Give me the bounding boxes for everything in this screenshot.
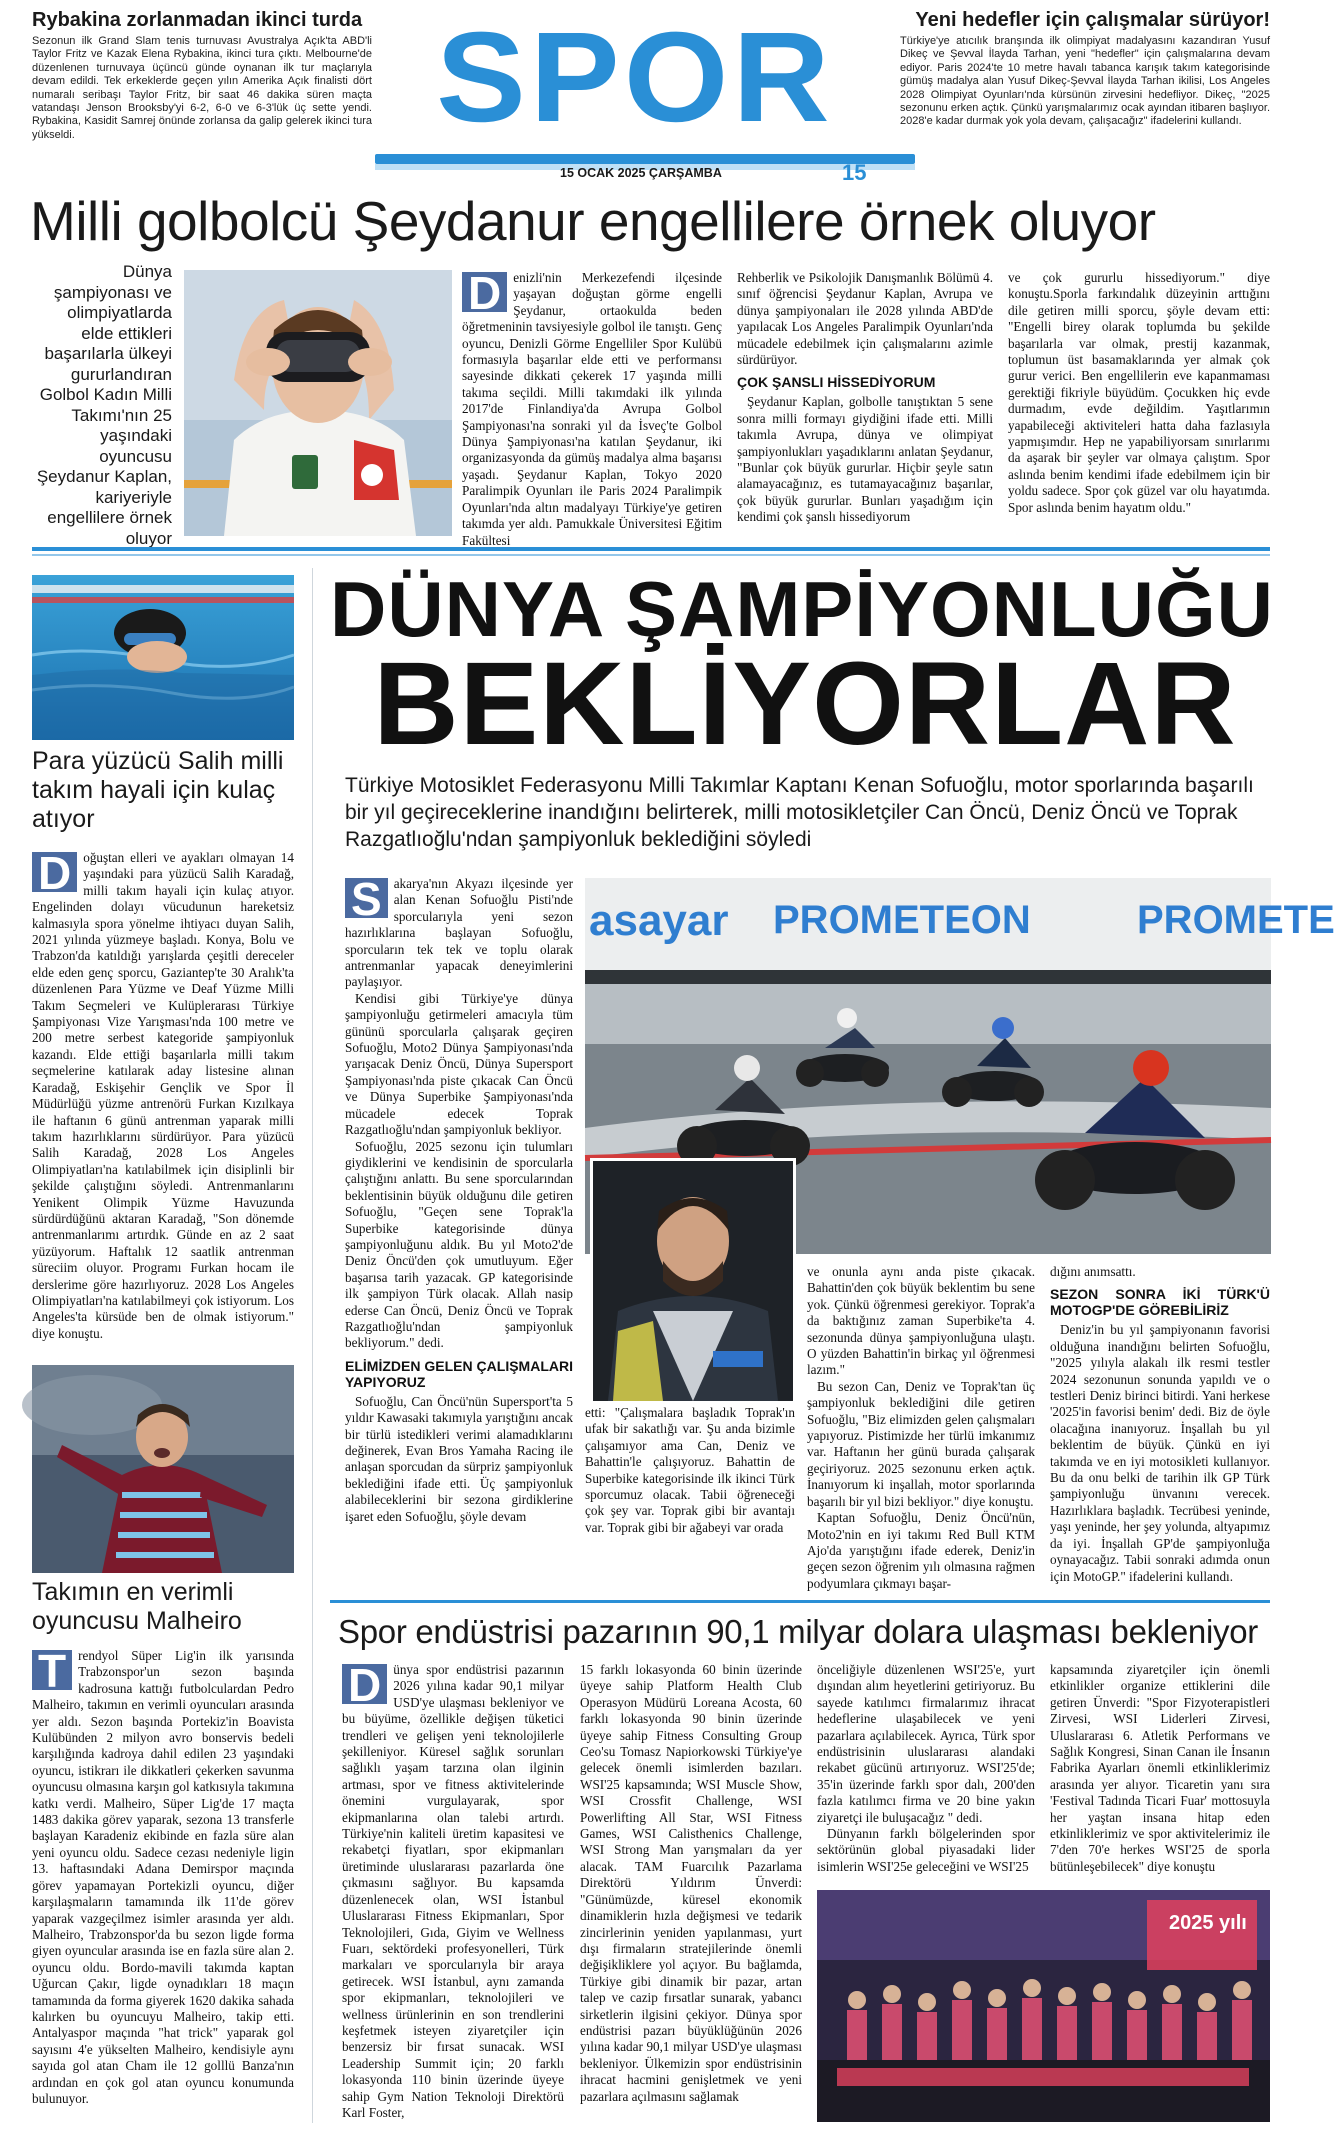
section-divider-1 — [32, 547, 1270, 551]
golbol-col1-text: Denizli'nin Merkezefendi ilçesinde yaşayan doğuştan görme engelli Şeydanur, ortaokulda beden öğretmeninin tavsiyesiyle golbol ile tanıştı. Genç oyuncu, Denizli Görme Engelliler Spor Kulübü formasıyla başarılar elde etti ve performansı sayesinde dikkati çekerek 17 yaşında milli takıma seçildi. Milli takımdaki ilk yılında 2017'de Finlandiya'da Avrupa Golbol Şampiyonası'na sonraki yıl da İsveç'te Golbol Dünya Şampiyonası'na katılan Şeydanur, iki organizasyonda da gümüş madalya alma başarısı yaşadı. Şeydanur Kaplan, Tokyo 2020 Paralimpik Oyunları ile Paris 2024 Paralimpik Oyunları'nda altın madalyayı Türkiye'ye getiren takımda yer aldı. Pamukkale Üniversitesi Eğitim Fakültesi — [462, 267, 722, 548]
industry-col2: 15 farklı lokasyonda 60 binin üzerinde üyeye sahip Platform Health Club Operasyon Müdürü Loreana Acosta, 60 farklı lokasyonda 90 binin üzerinde üyeye sahip Fitness Consulting Group Ceo'su Tomasz Napiorkowski Türkiye'ye gelecek önemli isimlerden bazıları. WSI'25 kapsamında; WSI Muscle Show, WSI Crossfit Challenge, WSI Powerlifting All Star, WSI Fitness Games, WSI Calisthenics Challenge, WSI Strong Man yarışmaları da yer alacak. TAM Fuarcılık Pazarlama Direktörü Yıldırım Ünverdi: "Günümüzde, küresel ekonomik dinamiklerin hızla değişmesi ve tedarik zincirlerinin yeniden yapılanması, yurt dışı firmaların stratejilerinde önemli değişikliklere yol açıyor. Bu bağlamda, Türkiye gibi dinamik bir pazar, artan talep ve cazip fırsatlar sunarak, yabancı sirketlerin ilgisini çekiyor. Dünya spor endüstrisi pazarı büyüklüğünün 2026 yılına kadar 90,1 milyar USD'ye ulaşması bekleniyor. Ülkemizin spor endüstrisinin ihracat hacmini genişletmek ve yeni pazarlara açılmasını sağlamak — [580, 1662, 802, 2104]
moto-headline-1: DÜNYA ŞAMPİYONLUĞU — [330, 565, 1274, 653]
malheiro-photo — [32, 1365, 294, 1573]
golbol-col2b-text: Şeydanur Kaplan, golbolle tanıştıktan 5 sene sonra milli formayı giydiğini ifade etti. Milli takımla Avrupa, dünya ve olimpiyat şampiyonlukları yaşadıklarını anlatan Şeydanur, "Bunlar çok büyük gururlar. Hiçbir şeyle satın alamayacağınız, es tutamayacağınız başarılar, çok büyük gururlar. Bunları yaşadığım için kendimi çok şanslı hissediyorum — [737, 394, 993, 525]
moto-col1d: Sofuoğlu, Can Öncü'nün Supersport'ta 5 yıldır Kawasaki takımıyla yarıştığını ancak bir türlü istedikleri verimi alamadıklarını değinerek, Evan Bros Yamaha Racing ile anlaşan sporcudan da sürpriz şampiyonluk beklediğini ifade etti. Üç şampiyonluk alabileceklerini bir sezona girdiklerine işaret eden Sofuoğlu, şöyle devam — [345, 1393, 573, 1524]
industry-col3: önceliğiyle düzenlenen WSI'25'e, yurt dışından alım heyetlerini getiriyoruz. Bu sayede katılımcı firmalarımız ihracat hedeflerine ulaşabilecek ve yeni pazarlara açılabilecek. Ayrıca, Türk spor endüstrisinin uluslararası alandaki rekabet gücünü artırıyoruz. WSI'25'de; 35'in üzerinde farklı spor dalı, 200'den fazla katılımcı firma ve 20 bine yakın ziyaretçi ile buluşacağız " dedi. — [817, 1662, 1035, 1825]
masthead-band — [375, 154, 915, 164]
moto-headline-2: BEKLİYORLAR — [373, 638, 1237, 770]
moto-col3b: Deniz'in bu yıl şampiyonanın favorisi olduğuna inandığını belirten Sofuoğlu, "2025 yılıyla alakalı ilk resmi testler 2024 sezonunun sonunda yapıldı ve o testleri Deniz birinci bitirdi. Yani herkese '2025'in favorisi benim' dedi. Biz de öyle olacağına inanıyoruz. İnşallah bu yıl beklentim de büyük. Çünkü en iyi takımda ve en iyi motosikleti kullanıyor. Bu da onu belki de tarihin ilk GP Türk şampiyonluğu ünvanını verecek. Hazırlıklara başladık. Tecrübesi yeninde, yaşı yeninde, her şey yolunda, altyapımız da iyi. İnşallah GP'de şampiyonluğa oynayacağız. Tabii sonraki adımda onun için MotoGP." ifadelerini kullandı. — [1050, 1322, 1270, 1584]
industry-photo-banner: 2025 yılı — [1169, 1912, 1247, 1934]
golbol-col3-text: ve çok gururlu hissediyorum." diye konuştu.Sporla farkındalık düzeyinin arttığını dile getiren milli sporcu, şöyle devam etti: "Engelli birey olarak toplumda bu şekilde başarılarla var olmak, prestij kazanmak, toplumun üst basamaklarında yer almak çok gurur verici. Ben engellilerin eve kapanmaması gerektiği fikriyle büyüdüm. Çocukken hiç evde durmadım, evde değildim. Yaşıtlarımın yapabileceği aktiviteleri hatta daha fazlasıyla yapmışımdır. Hep ne yapabiliyorsam sınırlarımı da aşarak bir şeyler var olmaya çalıştım. Spor aslında benim kendimi ifade edebilmem için bir yoldu sadece. Spor çok güzel var olu hayatımda. Spor aslında benim hayatım oldu." — [1008, 270, 1270, 515]
left-brief-title: Rybakina zorlanmadan ikinci turda — [32, 9, 363, 31]
moto-col2a: ve onunla aynı anda piste çıkacak. Bahattin'den çok büyük beklentim bu sene yok. Çünkü öğrenmesi gerekiyor. Toprak'a da baktığınız zaman Superbike'ta 4. sezonunda dünya şampiyonluğuna ulaştı. O yüzden Bahattin'in birkaç yıl öğrenmesi lazım." — [807, 1264, 1035, 1378]
industry-col1: Dünya spor endüstrisi pazarının 2026 yılına kadar 90,1 milyar USD'ye ulaşması bekleniyor ve bu büyüme, özellikle değişen tüketici trendleri ve gelişen yeni teknolojilerle şekilleniyor. Küresel sağlık sorunları sağlıklı yaşam tarzına olan ilginin artması, spor ve fitness aktivitelerinde önemini vurgulayarak, spor ekipmanlarına olan talebi artırdı. Türkiye'nin kaliteli üretim kapasitesi ve rekabetçi fiyatları, spor ekipmanları üretiminde uluslararası pazarlarda öne çıkmasını sağlıyor. Bu kapsamda düzenlenecek olan, WSI İstanbul Uluslararası Fitness Ekipmanları, Spor Teknolojileri, Gıda, Giyim ve Wellness Fuarı, sektördeki profesyonelleri, Türk markaları ve sporcularıyla bir araya getirecek. WSI İstanbul, aynı zamanda spor ekipmanları, teknolojileri ve wellness ürünlerinin en son trendlerini keşfetmek isteyen ziyaretçiler için benzersiz bir fırsat sunacak. WSI Leadership Summit için; 20 farklı lokasyonda 110 binin üzerinde üyeye sahip Gym Nation Teknoloji Direktörü Karl Foster, — [342, 1659, 564, 2120]
issue-date: 15 OCAK 2025 ÇARŞAMBA — [560, 166, 722, 180]
moto-col1b: Kendisi gibi Türkiye'ye dünya şampiyonluğu getirmeleri amacıyla tüm gününü sporcularla çalışarak geçiren Sofuoğlu, Moto2 Dünya Şampiyonası'nda yarışacak Deniz Öncü, Dünya Supersport Şampiyonası'nda piste çıkacak Can Öncü ve Dünya Superbike Şampiyonası'nda mücadele edecek Toprak Razgatlıoğlu'ndan şampiyonluk bekliyor. — [345, 990, 573, 1138]
moto-col2b: Bu sezon Can, Deniz ve Toprak'tan üç şampiyonluk beklediğini dile getiren Sofuoğlu, "Biz elimizden gelen çalışmaları yapıyoruz. Pistimizde her türlü imkanımız var. Haftanın her günü burada çalışarak geçiriyoruz. 2025 sezonunu erken açtık. İnanıyorum ki inşallah, motor sporlarında başarılı bir yıl bizi bekliyor." diye konuştu. — [807, 1378, 1035, 1509]
moto-photo-sign-asayar: asayar — [589, 896, 729, 945]
industry-photo — [817, 1890, 1270, 2122]
moto-photo-sign-prometeon: PROMETEON — [773, 898, 1031, 942]
column-separator — [312, 568, 313, 2123]
industry-col3b: Dünyanın farklı bölgelerinden spor sektörünün global piyasadaki lider isimlerin WSI'25e geleceğini ve WSI'25 — [817, 1826, 1035, 1874]
left-brief-text: Sezonun ilk Grand Slam tenis turnuvası Avustralya Açık'ta ABD'li Taylor Fritz ve Kazak Elena Rybakina, ikinci tura çıktı. Melbourne'de düzenlenen turnuvaya üçüncü günde oynanan ilk tur maçlarıyla devam edildi. Tek erkeklerde geçen yılın Amerika Açık finalisti dört numaralı seribaşı Taylor Fritz, bir saat 46 dakika süren maçta vatandaşı Jenson Brooksby'yi 6-2, 6-0 ve 6-3'lük üç sette yendi. Rybakina, Kasidit Samrej önünde zorlansa da galip gelerek ikinci tura yükseldi. — [32, 35, 372, 141]
industry-col4: kapsamında ziyaretçiler için önemli etkinlikler organize ettiklerini dile getiren Ünverdi: "Spor Fizyoterapistleri Zirvesi, WSI Liderleri Zirvesi, Uluslararası 6. Atletik Performans ve Sağlık Kongresi, Sinan Canan ile İnsanın Fabrika Ayarları önemli etkinliklerimiz arasında yer alıyor. Ticaretin yanı sıra 'Festival Tadında Ticari Fuar' mottosuyla her yaştan insana hitap eden etkinliklerimiz ve spor aktivitelerimiz ile 7'den 70'e herkes WSI'25 de sporla bütünleşebilecek" diye konuştu — [1050, 1662, 1270, 1874]
moto-col3a: dığını anımsattı. — [1050, 1264, 1136, 1279]
moto-photo-sign-promete: PROMETE — [1137, 898, 1335, 942]
golbol-headline: Milli golbolcü Şeydanur engellilere örnek oluyor — [30, 190, 1156, 252]
malheiro-headline: Takımın en verimli oyuncusu Malheiro — [32, 1578, 242, 1635]
right-brief-text: Türkiye'ye atıcılık branşında ilk olimpiyat madalyasını kazandıran Yusuf Dikeç ve Şevval İlayda Tarhan, yeni "hedefler" için çalışmalarına devam ediyor. Paris 2024'te 10 metre havalı tabanca karışık takım kategorisinde gümüş madalya alan Yusuf Dikeç-Şevval İlayda Tarhan ikilisi, Los Angeles 2028 Olimpiyat Oyunları'nda kürsünün zirvesini hedefliyor. Dikeç, "2025 sezonunu erken açtık. Çünkü yarışmalarımız ocak ayından itibaren başlıyor. 2028'e kadar durmak yok yola devam, çalışacağız" ifadelerini kullandı. — [900, 35, 1270, 128]
malheiro-text: Trendyol Süper Lig'in ilk yarısında Trabzonspor'un sezon başında kadrosuna kattığı futbolculardan Pedro Malheiro, takımın en verimli oyuncuları arasında yer aldı. Sezon başında Portekiz'in Boavista Kulübünden 2 milyon avro bonservis bedeli karşılığında kadroya dahil edilen 23 yaşındaki oyuncu, istikrarı ile dikkatleri çekerken savunma oyuncusu olmasına karşın gol katkısıyla takımına katkı verdi. Malheiro, Süper Lig'de 17 maçta 1483 dakika görev yaparak, sezona 13 transferle başlayan Karadeniz ekibinde en fazla süre alan yeni oyuncu oldu. Sadece cezası nedeniyle ligin 13. haftasındaki Adana Demirspor maçında görev yapamayan Portekizli oyuncu, diğer karşılaşmaların tamamında ilk 11'de görev yaparak vazgeçilmez isimler arasında yer aldı. Malheiro, Trabzonspor'da bu sezon ligde forma giyen oyuncular arasında ise en fazla süre alan 2. oyuncu oldu. Bordo-mavili takımda kaptan Uğurcan Çakır, ligde oynadıkları 18 maçın tamamında da forma giyerek 1620 dakika sahada kalırken bu oyuncuyu Malheiro, takip etti. Antalyaspor maçında "hat trick" yaparak gol sayısını 4'e yükselten Malheiro, kendisiyle aynı sayıda gol atan Cham ile 12 golllü Banza'nın ardından en çok gol atan oyuncu konumunda bulunuyor. — [32, 1645, 294, 2106]
moto-col1c: Sofuoğlu, 2025 sezonu için tulumları giydiklerini ve kendisinin de sporcularla çalıştığını anlattı. Bu sene sporcularından beklentisinin büyük olduğunu dile getiren Sofuoğlu, "Geçen sene Toprak'la Superbike kategorisinde dünya şampiyonluğunu aldık. Bu yıl Moto2'de Deniz Öncü'den çok umutluyum. Eğer başarısa tarih yazacak. GP kategorisinde ilk şampiyon Türk olacak. Allah nasip ederse Can Öncü, Deniz Öncü ve Toprak Razgatlıoğlu'ndan şampiyonluk bekliyorum." dedi. — [345, 1138, 573, 1351]
moto-col2c: Kaptan Sofuoğlu, Deniz Öncü'nün, Moto2'nin en iyi takımı Red Bull KTM Ajo'da yarıştığını ifade ederek, Deniz'in geçen sezon öğrenim yılı olmasına rağmen podyumlara çıkmayı başar- — [807, 1510, 1035, 1591]
golbol-col2-text: Rehberlik ve Psikolojik Danışmanlık Bölümü 4. sınıf öğrencisi Şeydanur Kaplan, Avrupa ve dünya şampiyonaları ile 2028 yılında ABD'de yapılacak Los Angeles Paralimpik Oyunları'nda mücadele edebilmek için çalışmalarını azimle sürdürüyor. — [737, 270, 993, 368]
section-divider-2 — [330, 1600, 1270, 1603]
moto-col1a: Sakarya'nın Akyazı ilçesinde yer alan Kenan Sofuoğlu Pisti'nde sporcularıyla yeni sezon hazırlıklarına başlayan Sofuoğlu, sporcuların tek tek ve toplu olarak antrenmanlar yapacak deneyimlerini paylaşıyor. — [345, 873, 573, 990]
golbol-subhead: ÇOK ŞANSLI HİSSEDİYORUM — [737, 374, 936, 391]
salih-text: Doğuştan elleri ve ayakları olmayan 14 yaşındaki para yüzücü Salih Karadağ, milli takım hayali için kulaç atıyor. Engelinden dolayı vücudunun hareketsiz kalmasıyla spora yönelme ihtiyacı duyan Salih, 2021 yılında yüzmeye başladı. Konya, Bolu ve Trabzon'da katıldığı yarışlarda çeşitli dereceler elde eden genç sporcu, Gaziantep'te 30 Aralık'ta düzenlenen Para Yüzme ve Deaf Yüzme Milli Takım Seçmeleri ve Kulüplerarası Türkiye Şampiyonası Vize Yarışması'nda 100 metre ve 200 metre serbest kategoride şampiyonluk kazandı. Elde ettiği başarılarla milli takım seçmelerine katılarak aday listesine alınan Karadağ, Eskişehir Gençlik ve Spor İl Müdürlüğü yüzme antrenörü Furkan Kızılkaya ile haftanın 6 günü antrenman yaparak milli takım hazırlıklarını sürdürüyor. Para yüzücü Salih Karadağ, 2028 Los Angeles Olimpiyatları'na katılabilmek için disiplinli bir şekilde çalıştığını söyledi. Antrenmanlarını Yenikent Olimpik Yüzme Havuzunda sürdürdüğünü aktaran Karadağ, "Son dönemde antrenmanlarımı artırdık. Günde en az 2 saat yüzüyorum. Haftalık 12 saatlik antrenman süreciim oluyor. Programı Furkan hocam ile derslerime göre hazırlıyoruz. 2028 Los Angeles Olimpiyatları'na katılabilmeyi çok istiyorum. Los Angeles'ta kürsüde ben de olmak istiyorum." diye konuştu. — [32, 847, 294, 1341]
industry-headline: Spor endüstrisi pazarının 90,1 milyar dolara ulaşması bekleniyor — [338, 1613, 1258, 1650]
moto-col2-bottom: etti: "Çalışmalara başladık Toprak'ın ufak bir sakatlığı var. Şu anda bizimle çalışamıyor ama Can, Deniz ve Bahattin'le çalışıyoruz. Bahattin de Superbike kategorisinde ilk ikinci Türk sporcumuz olacak. Tabii öğreneceği çok şey var. Toprak gibi bir avantajı var. Toprak gibi bir ağabeyi var orada — [585, 1405, 795, 1535]
salih-photo — [32, 575, 294, 740]
moto-subhead-1: ELİMİZDEN GELEN ÇALIŞMALARI YAPIYORUZ — [345, 1357, 573, 1390]
masthead: SPOR — [436, 6, 834, 149]
golbol-photo — [184, 270, 452, 536]
sofuoglu-portrait — [590, 1158, 796, 1404]
moto-subhead-2: SEZON SONRA İKİ TÜRK'Ü MOTOGP'DE GÖREBİLİRİZ — [1050, 1286, 1270, 1319]
section-divider-1b — [32, 554, 1270, 556]
moto-spot: Türkiye Motosiklet Federasyonu Milli Takımlar Kaptanı Kenan Sofuoğlu, motor sporlarında başarılı bir yıl geçireceklerine inandığını belirterek, milli motosikletçiler Can Öncü, Deniz Öncü ve Toprak Razgatlıoğlu'ndan şampiyonluk beklediğini söyledi — [345, 774, 1254, 851]
page-number: 15 — [842, 160, 867, 185]
right-brief-title: Yeni hedefler için çalışmalar sürüyor! — [915, 9, 1270, 31]
salih-headline: Para yüzücü Salih milli takım hayali için kulaç atıyor — [32, 747, 284, 833]
golbol-spot: Dünya şampiyonası ve olimpiyatlarda elde ettikleri başarılarla ülkeyi gururlandıran Golbol Kadın Milli Takımı'nın 25 yaşındaki oyuncusu Şeydanur Kaplan, kariyeriyle engellilere örnek oluyor — [36, 262, 172, 548]
